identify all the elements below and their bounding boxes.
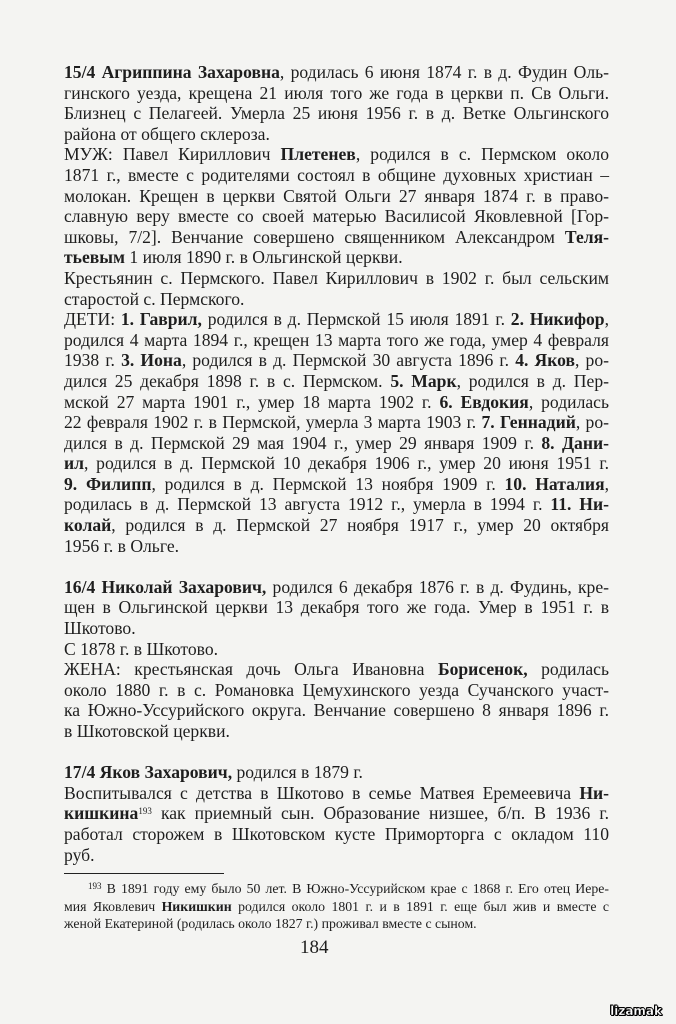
text-run: родился около 1801 г. и в 1891 г. еще был жив и вместе с	[231, 898, 609, 914]
entry-gap	[64, 556, 609, 577]
page-number: 184	[300, 937, 329, 958]
text-run: дился в д. Пермской 29 мая 1904 г., умер 29 января 1909 г.	[64, 432, 542, 453]
text-run: Шкотово.	[64, 618, 136, 639]
text-line	[64, 659, 609, 680]
text-run: 22 февраля 1902 г. в Пермской, умерла 3 марта 1903 г.	[64, 412, 482, 433]
text-line	[64, 803, 609, 824]
bold-name: 16/4 Николай Захарович,	[64, 576, 267, 597]
text-line	[64, 762, 609, 783]
bold-name: 5. Марк	[390, 370, 457, 391]
text-run: шковы, 7/2]. Венчание совершено священником Александром	[64, 226, 565, 247]
text-run: гинского уезда, крещена 21 июля того же года в церкви п. Св Ольги.	[64, 82, 609, 103]
text-run: , ро-	[575, 412, 609, 433]
text-run: ,	[604, 309, 609, 330]
text-line	[64, 824, 609, 845]
text-line	[64, 412, 609, 433]
text-run: женой Екатериной (родилась около 1827 г.) проживал вместе с сыном.	[64, 916, 477, 931]
text-line	[64, 227, 609, 248]
bold-name: 9. Филипп	[64, 473, 152, 494]
text-run: родился в 1879 г.	[232, 762, 363, 783]
text-run: Близнец с Пелагеей. Умерла 25 июня 1956 г. в д. Ветке Ольгинского	[64, 103, 609, 124]
text-run: 1956 г. в Ольге.	[64, 535, 180, 556]
text-run: ЖЕНА: крестьянская дочь Ольга Ивановна	[64, 659, 438, 680]
text-line	[64, 309, 609, 330]
text-line	[64, 915, 609, 933]
text-run: около 1880 г. в с. Романовка Цемухинского уезда Сучанского участ-	[64, 679, 609, 700]
text-run: славную веру вместе со своей матерью Василисой Яковлевной [Гор-	[64, 206, 609, 227]
text-run: старостой с. Пермского.	[64, 288, 245, 309]
text-run: , родился в д. Пермской 13 ноября 1909 г.	[151, 473, 505, 494]
entry-17-4	[64, 762, 609, 865]
bold-name: Никишкин	[161, 898, 232, 914]
text-run: , родилась 6 июня 1874 г. в д. Фудин Оль-	[279, 62, 610, 82]
text-line	[64, 268, 609, 289]
text-run: в Шкотовской церкви.	[64, 721, 230, 741]
text-run: В 1891 году ему было 50 лет. В Южно-Уссурийском крае с 1868 г. Его отец Иере-	[101, 881, 609, 896]
text-line	[64, 330, 609, 351]
footnote-text	[64, 880, 609, 933]
text-line	[64, 433, 609, 454]
bold-name: кишкина	[64, 803, 139, 824]
bold-name: 7. Геннадий	[481, 412, 576, 433]
text-run: руб.	[64, 844, 95, 865]
text-line	[64, 124, 609, 145]
text-run: МУЖ: Павел Кириллович	[64, 144, 281, 165]
text-line	[64, 371, 609, 392]
text-line	[64, 289, 609, 310]
text-line	[64, 144, 609, 165]
bold-name: тьевым	[64, 247, 125, 268]
text-run: молокан. Крещен в церкви Святой Ольги 27 января 1874 г. в право-	[64, 185, 609, 206]
entries	[64, 62, 609, 865]
bold-name: 10. Наталия	[504, 473, 605, 494]
text-line	[64, 165, 609, 186]
text-run: родился 4 марта 1894 г., крещен 13 марта того же года, умер 4 февраля	[64, 329, 609, 350]
bold-name: 11. Ни-	[550, 494, 609, 515]
text-line	[64, 783, 609, 804]
text-run: , родился в с. Пермском около	[355, 144, 610, 165]
bold-name: Борисенок,	[437, 659, 528, 680]
text-run: , родился в д. Пермской 27 ноября 1917 г., умер 20 октября	[111, 515, 609, 536]
text-line	[64, 453, 609, 474]
bold-name: колай	[64, 515, 112, 536]
bold-name: 6. Евдокия	[439, 391, 529, 412]
footnote-ref: 193	[138, 806, 152, 817]
text-line	[64, 515, 609, 536]
text-line	[64, 206, 609, 227]
text-run: 1871 г., вместе с родителями состоял в общине духовных христиан –	[64, 164, 609, 185]
footnote-ref: 193	[88, 881, 102, 891]
text-line	[64, 350, 609, 371]
text-run: ка Южно-Уссурийского округа. Венчание совершено 8 января 1896 г.	[64, 700, 609, 721]
text-run: родился в д. Пермской 15 июля 1891 г.	[201, 309, 511, 330]
text-line	[64, 103, 609, 124]
text-run: родилась в д. Пермской 13 августа 1912 г., умерла в 1994 г.	[64, 494, 551, 515]
text-run: ,	[604, 473, 609, 494]
bold-name: 2. Никифор	[510, 309, 605, 330]
text-run: Крестьянин с. Пермского. Павел Кириллович в 1902 г. был сельским	[64, 267, 609, 288]
text-line	[64, 880, 609, 898]
entry-gap	[64, 742, 609, 763]
text-run: , родилась	[528, 391, 609, 412]
bold-name: 15/4 Агриппина Захаровна	[64, 62, 280, 82]
bold-name: 4. Яков	[515, 350, 575, 371]
text-run: 1 июля 1890 г. в Ольгинской церкви.	[124, 247, 403, 268]
text-line	[64, 845, 609, 866]
text-run: щен в Ольгинской церкви 13 декабря того же года. Умер в 1951 г. в	[64, 597, 609, 618]
text-line	[64, 618, 609, 639]
text-run: как приемный сын. Образование низшее, б/п. В 1936 г.	[151, 803, 609, 824]
text-line	[64, 247, 609, 268]
entry-15-4	[64, 62, 609, 556]
bold-name: 17/4 Яков Захарович,	[64, 762, 233, 783]
text-line	[64, 494, 609, 515]
text-line	[64, 680, 609, 701]
text-run: мия Яковлевич	[64, 898, 162, 914]
bold-name: Плетенев	[280, 144, 356, 165]
bold-name: Ни-	[579, 782, 609, 803]
footnote-rule	[64, 873, 224, 874]
text-run: , родился в д. Пер-	[456, 370, 609, 391]
page-body	[64, 62, 609, 865]
entry-16-4	[64, 577, 609, 742]
text-run: дился 25 декабря 1898 г. в с. Пермском.	[64, 370, 391, 391]
text-run: Воспитывался с детства в Шкотово в семье Матвея Еремеевича	[64, 782, 580, 803]
text-line	[64, 898, 609, 916]
text-run: , родился в д. Пермской 30 августа 1896 г.	[181, 350, 516, 371]
text-run: 1938 г.	[64, 350, 122, 371]
text-run: работал сторожем в Шкотовском кусте Приморторга с окладом 110	[64, 823, 609, 844]
text-line	[64, 721, 609, 742]
footnote	[64, 880, 609, 933]
text-run: родился 6 декабря 1876 г. в д. Фудинь, кре-	[266, 576, 609, 597]
text-line	[64, 700, 609, 721]
bold-name: 3. Иона	[121, 350, 182, 371]
text-run: родилась	[527, 659, 609, 680]
text-line	[64, 83, 609, 104]
text-run: мской 27 марта 1901 г., умер 18 марта 1902 г.	[64, 391, 440, 412]
bold-name: 1. Гаврил,	[120, 309, 202, 330]
text-line	[64, 186, 609, 207]
bold-name: Теля-	[564, 226, 609, 247]
text-run: , ро-	[575, 350, 609, 371]
text-run: ДЕТИ:	[64, 309, 121, 330]
watermark: lizamak	[610, 1004, 662, 1018]
text-line	[64, 474, 609, 495]
text-line	[64, 639, 609, 660]
text-line	[64, 597, 609, 618]
text-line	[64, 577, 609, 598]
text-run: С 1878 г. в Шкотово.	[64, 638, 219, 659]
bold-name: ил	[64, 453, 85, 474]
text-line	[64, 392, 609, 413]
bold-name: 8. Дани-	[541, 432, 609, 453]
text-run: , родился в д. Пермской 10 декабря 1906 г., умер 20 июня 1951 г.	[84, 453, 609, 474]
text-run: района от общего склероза.	[64, 123, 270, 144]
text-line	[64, 62, 609, 83]
text-line	[64, 536, 609, 557]
